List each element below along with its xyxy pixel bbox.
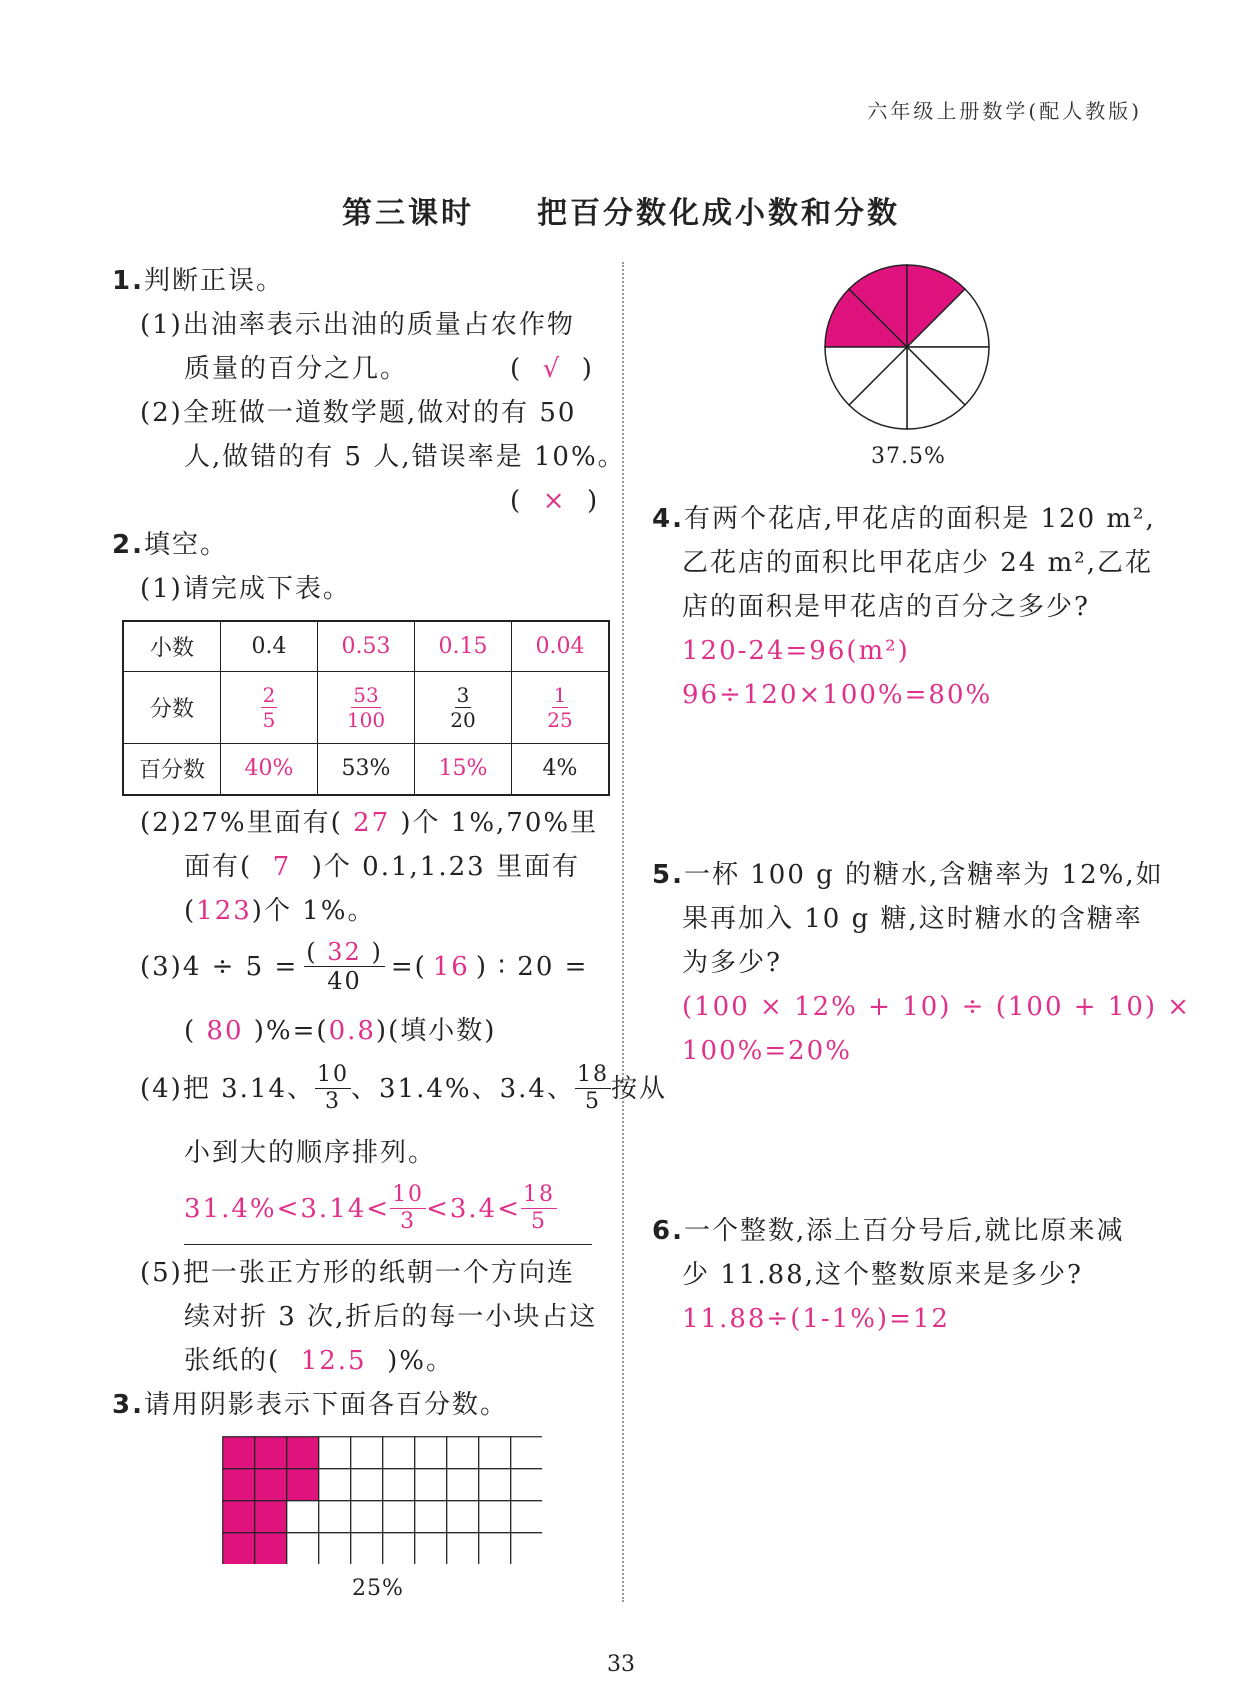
- text: 面有(: [184, 852, 253, 882]
- fraction: [547, 682, 573, 732]
- denominator: 3: [400, 1209, 417, 1234]
- table-cell: 53%: [318, 743, 415, 795]
- grid-cell-shaded: [287, 1437, 319, 1469]
- grid-cell: [415, 1437, 447, 1469]
- grid-cell: [479, 1501, 511, 1533]
- q4-line2: 乙花店的面积比甲花店少 24 m²,乙花: [682, 548, 1153, 578]
- denominator: 5: [262, 707, 276, 732]
- q2-s5-line2: 续对折 3 次,折后的每一小块占这: [184, 1302, 598, 1332]
- grid-cell-shaded: [223, 1533, 255, 1564]
- fraction: [521, 1184, 557, 1233]
- grid-cell-shaded: [255, 1533, 287, 1564]
- denominator: 20: [450, 707, 476, 732]
- q1-s1-answer: ( √ ): [510, 354, 594, 384]
- text: )个 0.1,1.23 里面有: [311, 852, 580, 882]
- grid-cell: [511, 1437, 542, 1469]
- grid-cell: [511, 1469, 542, 1501]
- numerator: 18: [522, 1182, 555, 1207]
- q2-s5-line3: [184, 1348, 454, 1374]
- q1-s1-answer-mark: √: [542, 354, 562, 384]
- grid-cell: [319, 1533, 351, 1564]
- q2-s5-line1: (5)把一张正方形的纸朝一个方向连: [140, 1258, 575, 1288]
- table-cell: 4%: [512, 743, 610, 795]
- answer: 16: [432, 951, 470, 982]
- conversion-table: [122, 620, 610, 796]
- grid-cell-shaded: [255, 1469, 287, 1501]
- lesson-number: 第三课时: [342, 196, 475, 231]
- table-cell: 0.4: [221, 621, 318, 671]
- text: (: [184, 896, 197, 926]
- q2-s2-line2: [184, 854, 580, 880]
- q1-number: 1.: [112, 266, 144, 296]
- fraction: [390, 1184, 426, 1233]
- q1-s1-line2: 质量的百分之几。: [184, 354, 409, 384]
- book-header: 六年级上册数学(配人教版): [867, 99, 1142, 123]
- grid-cell: [479, 1469, 511, 1501]
- denominator: 25: [547, 707, 573, 732]
- text: (2)27%里面有(: [140, 808, 343, 838]
- answer: 32: [327, 938, 362, 966]
- text: 有两个花店,甲花店的面积是 120 m²,: [683, 504, 1156, 534]
- grid-cell: [415, 1501, 447, 1533]
- grid-cell: [383, 1501, 415, 1533]
- grid-cell-shaded: [255, 1437, 287, 1469]
- q1-title: 判断正误。: [143, 266, 284, 296]
- denominator: 5: [530, 1209, 547, 1234]
- text: 一个整数,添上百分号后,就比原来减: [683, 1216, 1125, 1246]
- grid-cell: [319, 1437, 351, 1469]
- text: )个 1%。: [251, 896, 376, 926]
- denominator: 100: [346, 707, 386, 732]
- grid-cell: [447, 1469, 479, 1501]
- answer-underline: [184, 1244, 592, 1245]
- grid-cell: [383, 1437, 415, 1469]
- numerator: 53: [353, 682, 379, 707]
- text: (4)把 3.14、: [140, 1073, 315, 1104]
- grid-cell: [383, 1533, 415, 1564]
- circle-caption: 37.5%: [871, 444, 946, 469]
- numerator: 3: [456, 682, 470, 707]
- denominator: 5: [584, 1089, 601, 1114]
- q2-number: 2.: [112, 530, 144, 560]
- table-row-fraction: [123, 671, 609, 743]
- grid-cell: [511, 1501, 542, 1533]
- grid-cell: [479, 1437, 511, 1469]
- grid-cell: [383, 1469, 415, 1501]
- table-row-decimal: [123, 621, 609, 671]
- numerator: 10: [317, 1062, 349, 1087]
- grid-cell: [351, 1437, 383, 1469]
- answer: <3.4<: [426, 1193, 521, 1224]
- q3-heading: [112, 1392, 508, 1418]
- denominator: 3: [325, 1089, 341, 1114]
- q6-line1: [652, 1218, 1125, 1244]
- table-cell: 15%: [415, 743, 512, 795]
- text: )%。: [387, 1346, 454, 1376]
- table-cell: [221, 671, 318, 743]
- grid-cell: [351, 1533, 383, 1564]
- q5-answer2: 100%=20%: [682, 1036, 852, 1066]
- fraction: [346, 682, 386, 732]
- q5-answer1: (100 × 12% + 10) ÷ (100 + 10) ×: [682, 992, 1192, 1022]
- q4-answer2: 96÷120×100%=80%: [682, 680, 993, 710]
- table-cell: 0.04: [512, 621, 610, 671]
- q2-s4-answer: [184, 1184, 557, 1233]
- answer: 12.5: [300, 1346, 367, 1376]
- numerator: 2: [262, 682, 276, 707]
- text: 张纸的(: [184, 1346, 281, 1376]
- q3-number: 3.: [112, 1390, 144, 1420]
- q2-s2-line1: [140, 810, 598, 836]
- q1-s2-answer-mark: ×: [542, 486, 567, 516]
- q4-line1: [652, 506, 1156, 532]
- text: =(: [390, 951, 427, 982]
- table-row-percent: [123, 743, 609, 795]
- q1-s2-answer: ( × ): [510, 486, 600, 516]
- numerator: ( 32 ): [306, 938, 383, 966]
- fraction: [304, 940, 385, 993]
- q2-s3-line2: [184, 1018, 496, 1044]
- grid-cell-shaded: [223, 1469, 255, 1501]
- grid-cell: [479, 1533, 511, 1564]
- answer: 7: [272, 852, 292, 882]
- text: (3)4 ÷ 5 =: [140, 951, 299, 982]
- grid-cell-shaded: [255, 1501, 287, 1533]
- q1-heading: [112, 268, 284, 294]
- percent-grid: [222, 1436, 542, 1564]
- q2-s1: (1)请完成下表。: [140, 574, 351, 604]
- answer: 123: [196, 896, 252, 926]
- q1-s2-line2: 人,做错的有 5 人,错误率是 10%。: [184, 442, 626, 472]
- q2-s3-line1: [140, 940, 588, 993]
- q2-s4-line1: [140, 1064, 667, 1113]
- page-number: 33: [607, 1652, 635, 1677]
- answer: 31.4%<3.14<: [184, 1193, 391, 1224]
- text: )%=(: [253, 1016, 329, 1046]
- grid-cell: [415, 1533, 447, 1564]
- answer: 27: [353, 808, 391, 838]
- grid-cell: [287, 1501, 319, 1533]
- q6-answer1: 11.88÷(1-1%)=12: [682, 1304, 950, 1334]
- q4-answer1: 120-24=96(m²): [682, 636, 910, 666]
- grid-cell: [415, 1469, 447, 1501]
- q5-line1: [652, 862, 1164, 888]
- answer: 80: [206, 1016, 244, 1046]
- q2-title: 填空。: [143, 530, 228, 560]
- q6-line2: 少 11.88,这个整数原来是多少?: [682, 1260, 1083, 1290]
- fraction: [261, 682, 278, 732]
- q2-s4-line2: 小到大的顺序排列。: [184, 1138, 437, 1168]
- q3-title: 请用阴影表示下面各百分数。: [143, 1390, 508, 1420]
- table-cell: 百分数: [123, 743, 221, 795]
- grid-cell: [447, 1533, 479, 1564]
- grid-cell-shaded: [223, 1501, 255, 1533]
- numerator: 1: [553, 682, 567, 707]
- q5-line2: 果再加入 10 g 糖,这时糖水的含糖率: [682, 904, 1143, 934]
- text: 按从: [610, 1073, 667, 1104]
- q2-heading: [112, 532, 228, 558]
- grid-cell-shaded: [287, 1469, 319, 1501]
- numerator: 18: [576, 1062, 609, 1087]
- table-cell: 0.15: [415, 621, 512, 671]
- grid-cell-shaded: [223, 1437, 255, 1469]
- grid-cell: [447, 1437, 479, 1469]
- answer: 0.8: [328, 1016, 376, 1046]
- table-cell: 0.53: [318, 621, 415, 671]
- table-cell: [512, 671, 610, 743]
- text: 、31.4%、3.4、: [351, 1073, 575, 1104]
- q4-number: 4.: [652, 504, 684, 534]
- fraction: [450, 682, 476, 732]
- text: 一杯 100 g 的糖水,含糖率为 12%,如: [683, 860, 1164, 890]
- q4-line3: 店的面积是甲花店的百分之多少?: [682, 592, 1090, 622]
- lesson-title: [0, 188, 1242, 232]
- grid-cell: [351, 1501, 383, 1533]
- table-cell: [415, 671, 512, 743]
- table-cell: [318, 671, 415, 743]
- text: )(填小数): [375, 1016, 497, 1046]
- text: ) ∶ 20 =: [475, 951, 589, 982]
- text: (: [184, 1016, 197, 1046]
- text: )个 1%,70%里: [400, 808, 599, 838]
- grid-cell: [319, 1469, 351, 1501]
- q5-number: 5.: [652, 860, 684, 890]
- q1-s2-line1: (2)全班做一道数学题,做对的有 50: [140, 398, 577, 428]
- grid-cell: [511, 1533, 542, 1564]
- grid-cell: [287, 1533, 319, 1564]
- lesson-name: 把百分数化成小数和分数: [536, 196, 900, 231]
- fraction: [315, 1064, 351, 1113]
- percent-circle: [822, 262, 992, 432]
- q5-line3: 为多少?: [682, 948, 782, 978]
- table-cell: 分数: [123, 671, 221, 743]
- q1-s1-line1: (1)出油率表示出油的质量占农作物: [140, 310, 575, 340]
- grid-cell: [319, 1501, 351, 1533]
- table-cell: 40%: [221, 743, 318, 795]
- grid-caption: 25%: [352, 1576, 404, 1601]
- denominator: 40: [327, 967, 362, 995]
- fraction: [575, 1064, 611, 1113]
- table-cell: 小数: [123, 621, 221, 671]
- q2-s2-line3: [184, 898, 375, 924]
- q6-number: 6.: [652, 1216, 684, 1246]
- grid-cell: [447, 1501, 479, 1533]
- numerator: 10: [392, 1182, 425, 1207]
- grid-cell: [351, 1469, 383, 1501]
